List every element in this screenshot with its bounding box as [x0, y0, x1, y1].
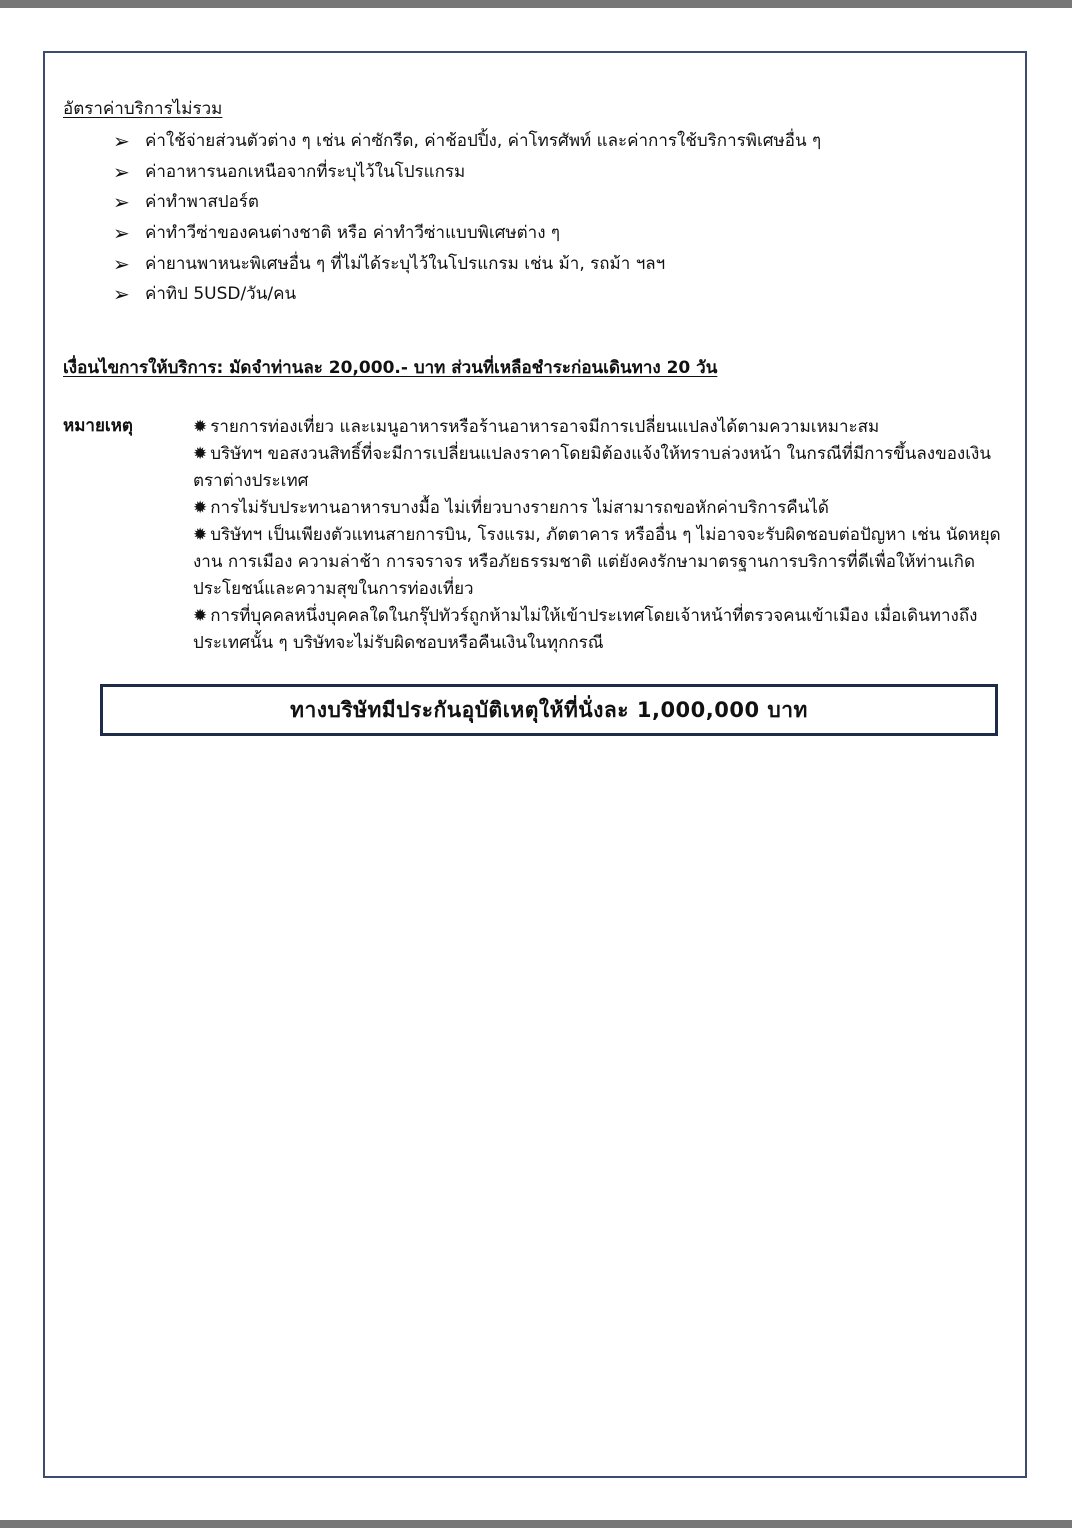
note-text: บริษัทฯ ขอสงวนสิทธิ์ที่จะมีการเปลี่ยนแปลงราคาโดยมิต้องแจ้งให้ทราบล่วงหน้า ในกรณีที่มีการขึ้นลงของเงินตราต่างประเทศ	[193, 444, 991, 491]
arrow-bullet-icon: ➢	[113, 159, 130, 184]
note-text: รายการท่องเที่ยว และเมนูอาหารหรือร้านอาหารอาจมีการเปลี่ยนแปลงได้ตามความเหมาะสม	[210, 417, 880, 437]
arrow-bullet-icon: ➢	[113, 282, 130, 307]
exclusion-text: ค่าอาหารนอกเหนือจากที่ระบุไว้ในโปรแกรม	[145, 161, 466, 182]
note-text: การที่บุคคลหนึ่งบุคคลใดในกรุ๊ปทัวร์ถูกห้ามไม่ให้เข้าประเทศโดยเจ้าหน้าที่ตรวจคนเข้าเมือง เมื่อเดินทางถึงประเทศนั้น ๆ บริษัทจะไม่รับผิดชอบหรือคืนเงินในทุกกรณี	[193, 606, 978, 653]
top-edge	[0, 0, 1072, 8]
exclusions-title: อัตราค่าบริการไม่รวม	[63, 99, 223, 119]
note-item	[193, 495, 1015, 522]
bottom-edge	[0, 1520, 1072, 1528]
note-text: การไม่รับประทานอาหารบางมื้อ ไม่เที่ยวบางรายการ ไม่สามารถขอหักค่าบริการคืนได้	[210, 498, 829, 518]
arrow-bullet-icon: ➢	[113, 251, 130, 276]
exclusion-text: ค่าทำพาสปอร์ต	[145, 192, 259, 213]
star-bullet-icon: ✹	[193, 525, 208, 545]
insurance-box	[100, 684, 998, 736]
star-bullet-icon: ✹	[193, 417, 208, 437]
notes-label: หมายเหตุ	[63, 416, 133, 436]
insurance-text: ทางบริษัทมีประกันอุบัติเหตุให้ที่นั่งละ 1,000,000 บาท	[290, 697, 808, 722]
exclusion-item	[113, 126, 821, 157]
exclusion-text: ค่าทิป 5USD/วัน/คน	[145, 284, 297, 305]
service-conditions: เงื่อนไขการให้บริการ: มัดจำท่านละ 20,000.- บาท ส่วนที่เหลือชำระก่อนเดินทาง 20 วัน	[63, 358, 718, 378]
exclusion-item	[113, 157, 821, 188]
exclusion-item	[113, 248, 821, 279]
star-bullet-icon: ✹	[193, 498, 208, 518]
exclusion-text: ค่ายานพาหนะพิเศษอื่น ๆ ที่ไม่ได้ระบุไว้ในโปรแกรม เช่น ม้า, รถม้า ฯลฯ	[145, 253, 666, 274]
exclusions-list	[113, 126, 821, 310]
exclusion-item	[113, 279, 821, 310]
note-text: บริษัทฯ เป็นเพียงตัวแทนสายการบิน, โรงแรม, ภัตตาคาร หรืออื่น ๆ ไม่อาจจะรับผิดชอบต่อปัญหา เช่น นัดหยุดงาน การเมือง ความล่าช้า การจราจร หรือภัยธรรมชาติ แต่ยังคงรักษามาตรฐานการบริการที่ดีเพื่อให้ท่านเกิดประโยชน์และความสุขในการท่องเที่ยว	[193, 525, 1001, 599]
note-item	[193, 414, 1015, 441]
note-item	[193, 441, 1015, 495]
exclusion-item	[113, 218, 821, 249]
note-item	[193, 522, 1015, 603]
exclusion-text: ค่าใช้จ่ายส่วนตัวต่าง ๆ เช่น ค่าซักรีด, ค่าช้อปปิ้ง, ค่าโทรศัพท์ และค่าการใช้บริการพิเศษอื่น ๆ	[145, 131, 822, 152]
notes-list	[193, 414, 1015, 657]
arrow-bullet-icon: ➢	[113, 221, 130, 246]
arrow-bullet-icon: ➢	[113, 129, 130, 154]
exclusion-text: ค่าทำวีซ่าของคนต่างชาติ หรือ ค่าทำวีซ่าแบบพิเศษต่าง ๆ	[145, 223, 561, 244]
arrow-bullet-icon: ➢	[113, 190, 130, 215]
star-bullet-icon: ✹	[193, 444, 208, 464]
note-item	[193, 603, 1015, 657]
star-bullet-icon: ✹	[193, 606, 208, 626]
exclusion-item	[113, 187, 821, 218]
